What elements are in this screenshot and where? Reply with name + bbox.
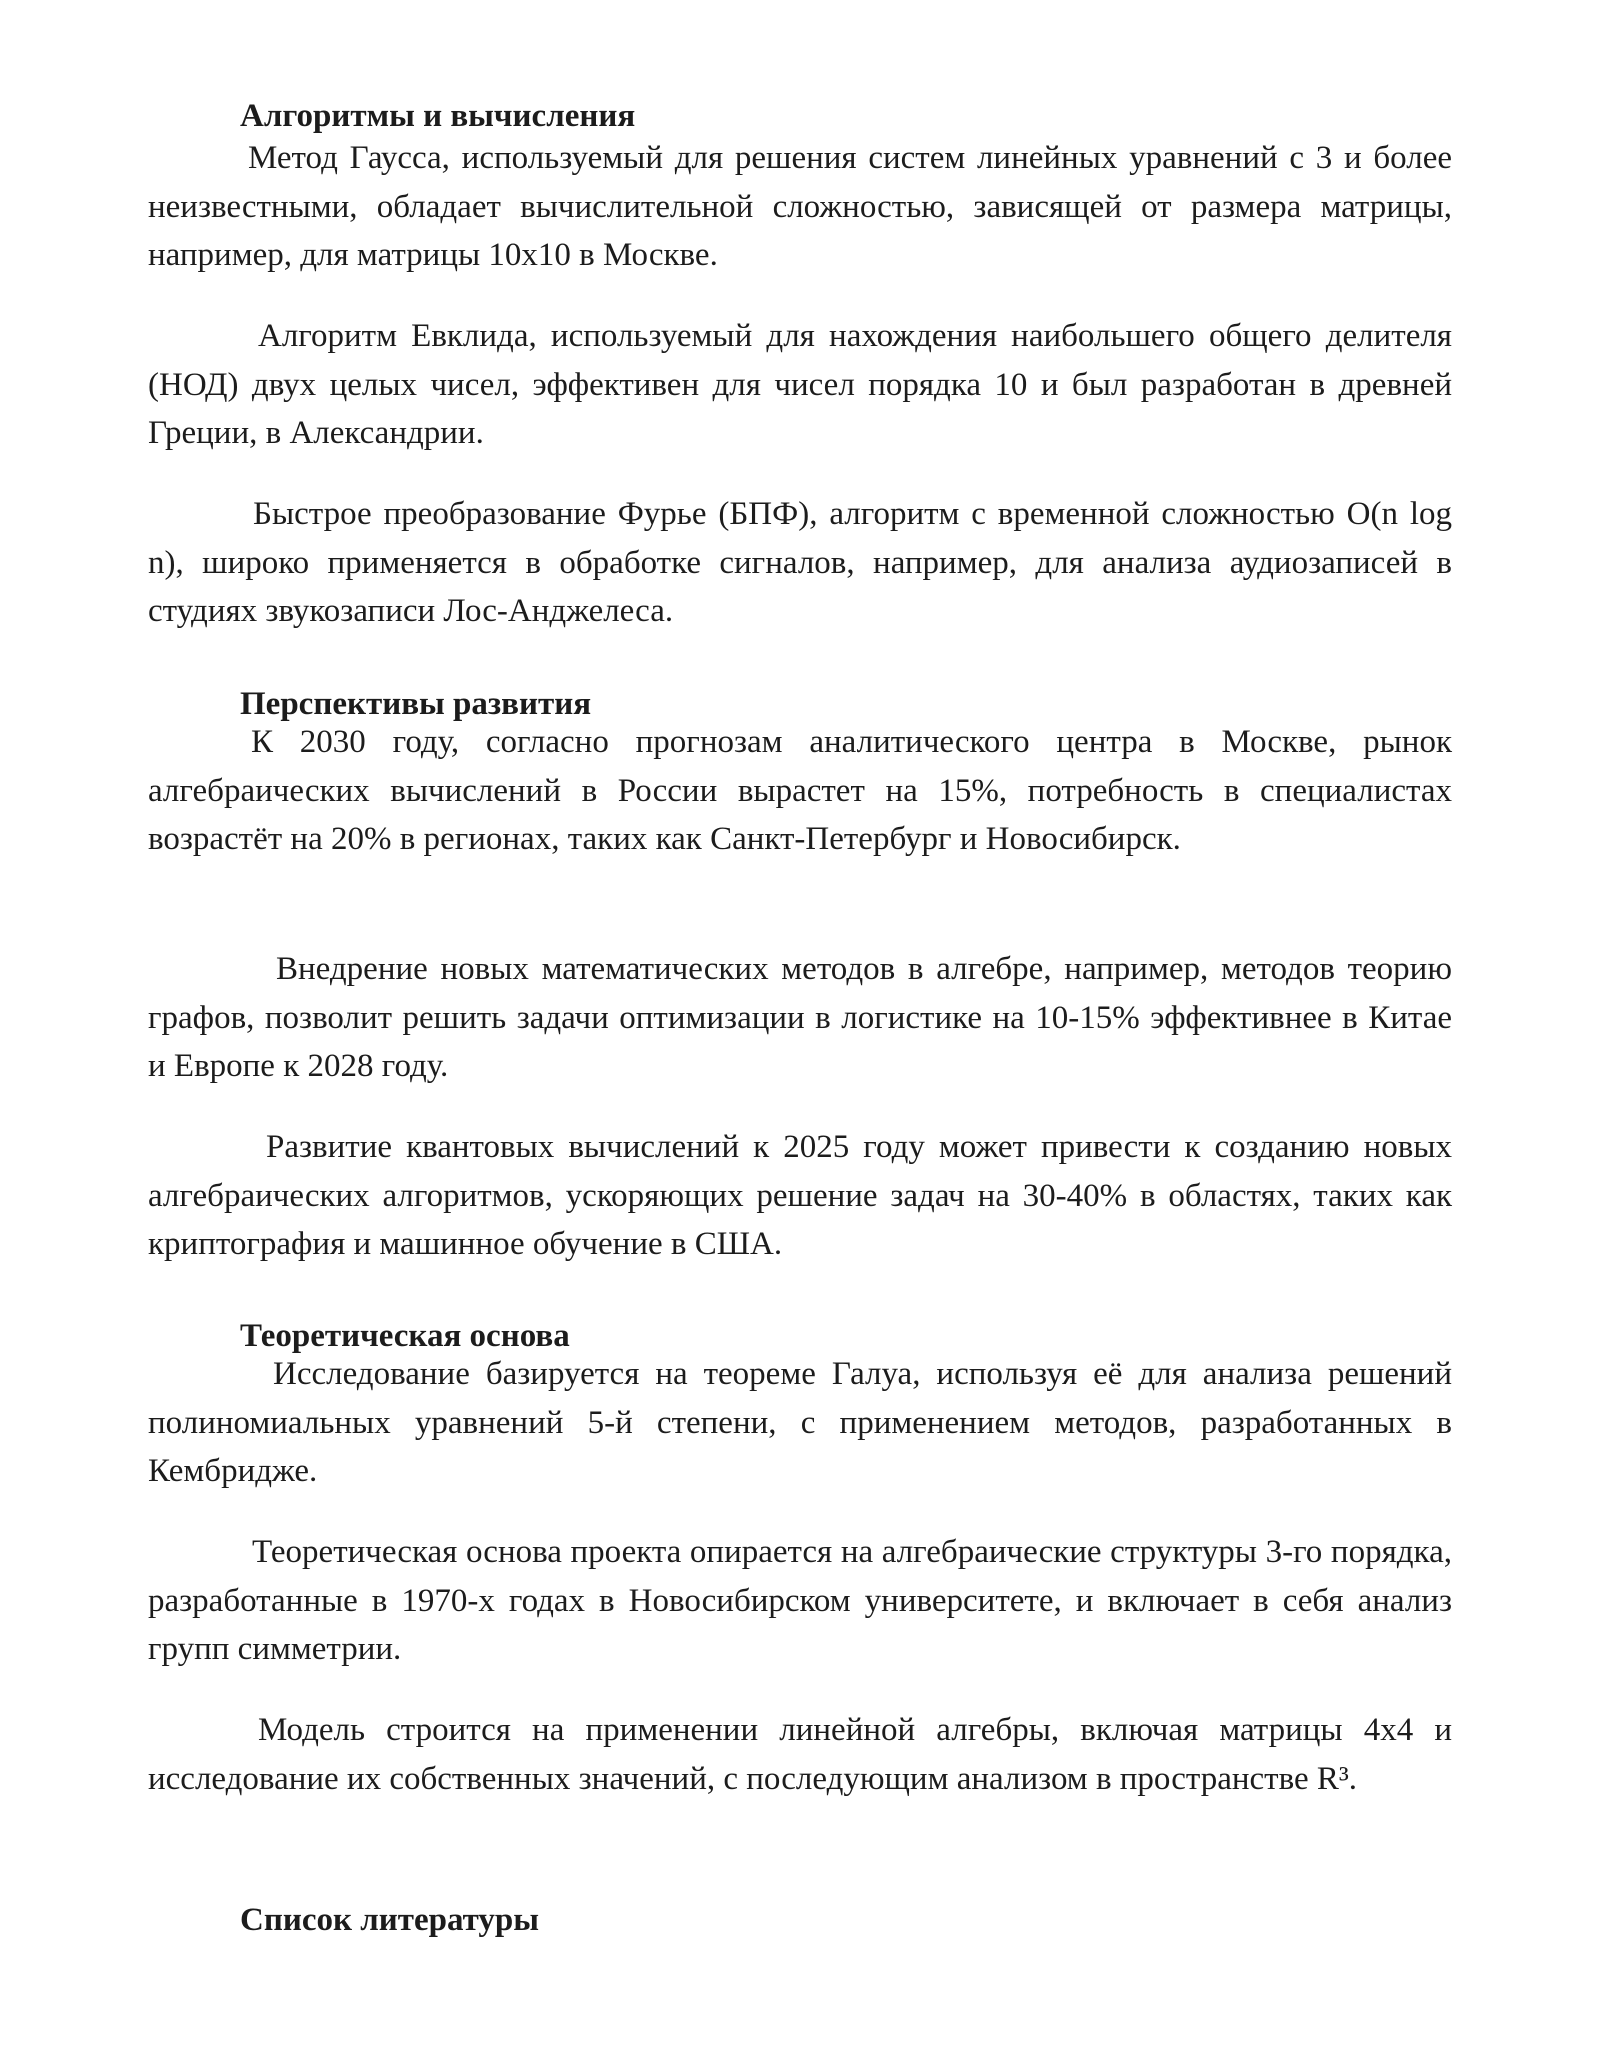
paragraph-new-methods: Внедрение новых математических методов в алгебре, например, методов теорию графов, позволит решить задачи оптимизации в логистике на 10-15% эффективнее в Китае и Европе к 2028 году.: [148, 951, 1452, 1084]
paragraph-fft: Быстрое преобразование Фурье (БПФ), алгоритм с временной сложностью O(n log n), широко применяется в обработке сигналов, например, для анализа аудиозаписей в студиях звукозаписи Лос-Анджелеса.: [148, 496, 1452, 629]
paragraph-structures: Теоретическая основа проекта опирается на алгебраические структуры 3-го порядка, разработанные в 1970-х годах в Новосибирском университете, и включает в себя анализ групп симметрии.: [148, 1534, 1452, 1667]
paragraph-euclid: Алгоритм Евклида, используемый для нахождения наибольшего общего делителя (НОД) двух целых чисел, эффективен для чисел порядка 10 и был разработан в древней Греции, в Александрии.: [148, 318, 1452, 451]
paragraph-gauss: Метод Гаусса, используемый для решения систем линейных уравнений с 3 и более неизвестными, обладает вычислительной сложностью, зависящей от размера матрицы, например, для матрицы 10x10 в Москве.: [148, 140, 1452, 273]
section-heading-theory: Теоретическая основа: [240, 1318, 570, 1354]
paragraph-galois: Исследование базируется на теореме Галуа, используя её для анализа решений полиномиальных уравнений 5-й степени, с применением методов, разработанных в Кембридже.: [148, 1356, 1452, 1489]
paragraph-model: Модель строится на применении линейной алгебры, включая матрицы 4x4 и исследование их собственных значений, с последующим анализом в пространстве R³.: [148, 1712, 1452, 1797]
paragraph-quantum: Развитие квантовых вычислений к 2025 году может привести к созданию новых алгебраических алгоритмов, ускоряющих решение задач на 30-40% в областях, таких как криптография и машинное обучение в США.: [148, 1129, 1452, 1262]
section-heading-algorithms: Алгоритмы и вычисления: [240, 98, 636, 134]
section-heading-prospects: Перспективы развития: [240, 686, 592, 722]
paragraph-market-forecast: К 2030 году, согласно прогнозам аналитического центра в Москве, рынок алгебраических вычислений в России вырастет на 15%, потребность в специалистах возрастёт на 20% в регионах, таких как Санкт-Петербург и Новосибирск.: [148, 724, 1452, 857]
section-heading-references: Список литературы: [240, 1902, 540, 1938]
